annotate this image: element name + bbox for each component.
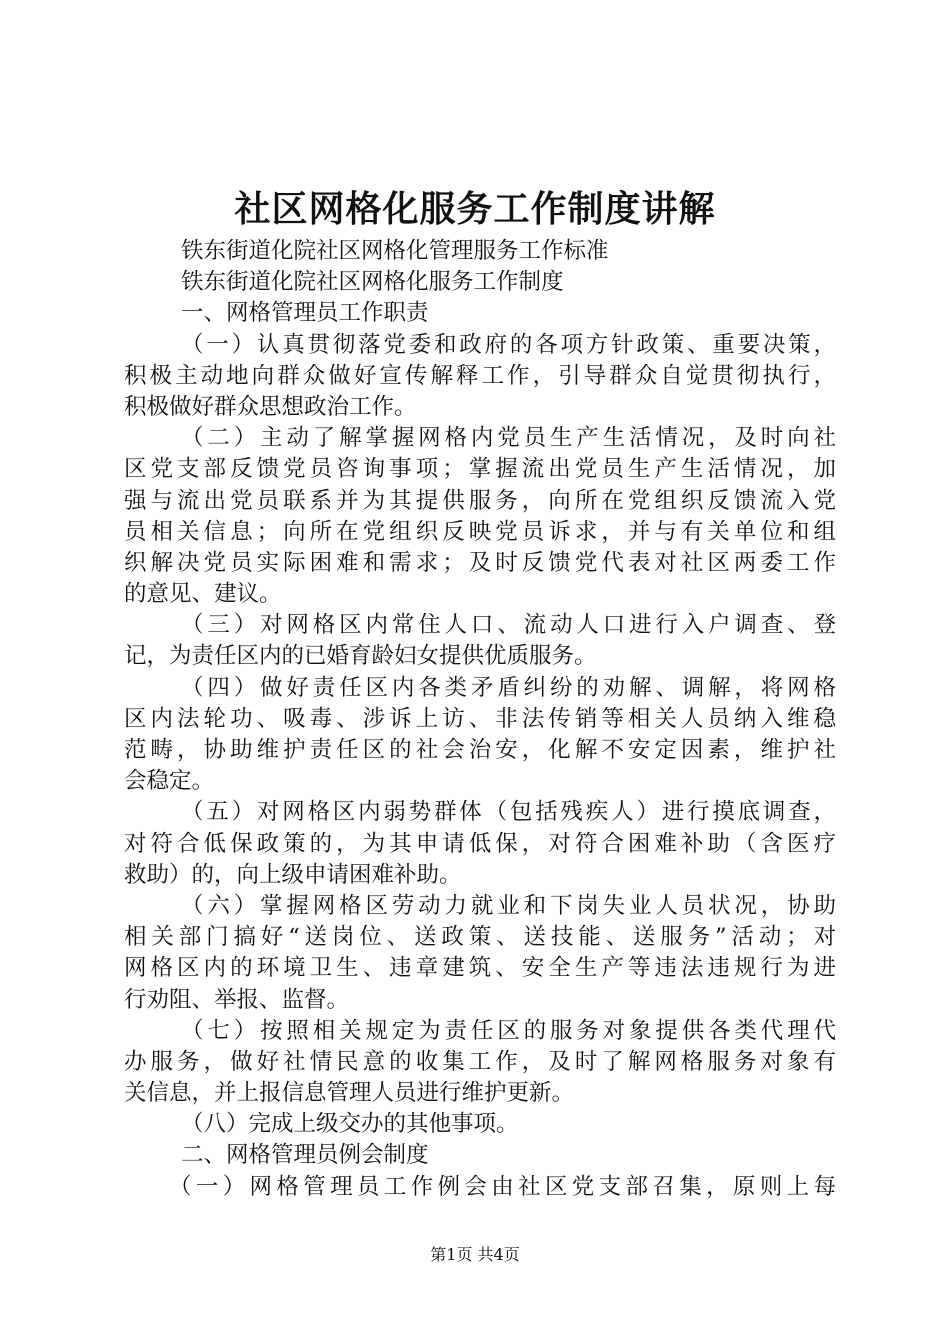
text-line: （四）做好责任区内各类矛盾纠纷的劝解、调解，将网格: [181, 674, 836, 701]
text-line: 铁东街道化院社区网格化服务工作制度: [181, 269, 564, 296]
text-line: 会稳定。: [124, 768, 215, 795]
text-line: （六）掌握网格区劳动力就业和下岗失业人员状况，协助: [181, 892, 836, 919]
text-line: （三）对网格区内常住人口、流动人口进行入户调查、登: [181, 612, 836, 639]
text-line: 范畴，协助维护责任区的社会治安，化解不安定因素，维护社: [124, 737, 836, 763]
text-line: （一）认真贯彻落党委和政府的各项方针政策、重要决策，: [181, 331, 836, 358]
document-title: 社区网格化服务工作制度讲解: [234, 188, 716, 230]
text-line: 织解决党员实际困难和需求；及时反馈党代表对社区两委工作: [124, 549, 836, 576]
text-line: 积极主动地向群众做好宣传解释工作，引导群众自觉贯彻执行，: [124, 362, 836, 389]
section-heading: 一、网格管理员工作职责: [181, 300, 429, 327]
document-body: [124, 236, 836, 1203]
text-line: （一）网格管理员工作例会由社区党支部召集，原则上每: [169, 1173, 836, 1200]
text-line: 对符合低保政策的，为其申请低保，对符合困难补助（含医疗: [124, 830, 836, 857]
text-line: 员相关信息；向所在党组织反映党员诉求，并与有关单位和组: [124, 518, 836, 545]
text-line: 铁东街道化院社区网格化管理服务工作标准: [181, 238, 609, 264]
text-line: （五）对网格区内弱势群体（包括残疾人）进行摸底调查，: [181, 799, 836, 826]
text-line: 关信息，并上报信息管理人员进行维护更新。: [124, 1080, 575, 1107]
text-line: 的意见、建议。: [124, 581, 282, 608]
text-line: 办服务，做好社情民意的收集工作，及时了解网格服务对象有: [124, 1048, 836, 1075]
text-line: 救助）的，向上级申请困难补助。: [124, 861, 462, 888]
page-number: 第1页 共4页: [430, 1245, 520, 1264]
text-line: 区内法轮功、吸毒、涉诉上访、非法传销等相关人员纳入维稳: [124, 705, 836, 732]
text-line: （七）按照相关规定为责任区的服务对象提供各类代理代: [181, 1017, 836, 1044]
text-line: 行劝阻、举报、监督。: [124, 986, 350, 1013]
text-line: 网格区内的环境卫生、违章建筑、安全生产等违法违规行为进: [124, 955, 836, 982]
text-line: 积极做好群众思想政治工作。: [124, 393, 417, 420]
text-line: （八）完成上级交办的其他事项。: [181, 1111, 519, 1138]
text-line: 区党支部反馈党员咨询事项；掌握流出党员生产生活情况，加: [124, 456, 836, 483]
text-line: （二）主动了解掌握网格内党员生产生活情况，及时向社: [181, 425, 836, 452]
text-line: 强与流出党员联系并为其提供服务，向所在党组织反馈流入党: [124, 487, 836, 514]
section-heading: 二、网格管理员例会制度: [181, 1142, 429, 1169]
text-line: 记，为责任区内的已婚育龄妇女提供优质服务。: [124, 643, 597, 670]
text-line: 相关部门搞好“送岗位、送政策、送技能、送服务”活动；对: [124, 924, 836, 951]
